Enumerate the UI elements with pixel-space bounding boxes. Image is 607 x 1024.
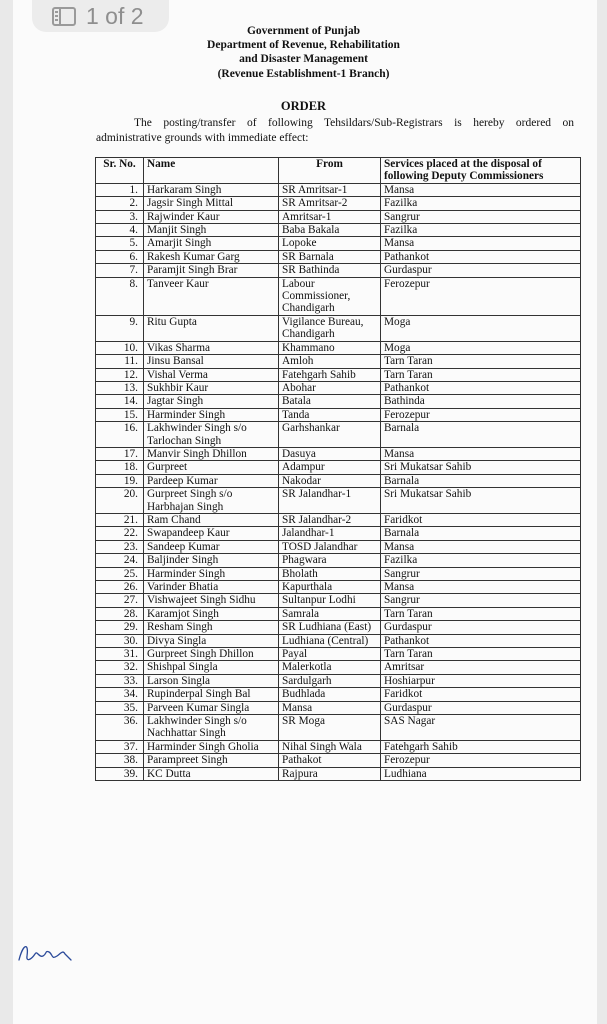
cell-from: Phagwara xyxy=(279,554,381,567)
cell-name: Divya Singla xyxy=(144,634,279,647)
cell-from: Tanda xyxy=(279,408,381,421)
cell-name: Resham Singh xyxy=(144,621,279,634)
table-row xyxy=(96,381,581,394)
cell-sr-no: 5. xyxy=(96,237,144,250)
cell-services: Pathankot xyxy=(381,381,581,394)
cell-from: Fatehgarh Sahib xyxy=(279,368,381,381)
header-line-1: Government of Punjab xyxy=(246,25,361,37)
cell-sr-no: 26. xyxy=(96,581,144,594)
cell-sr-no: 13. xyxy=(96,381,144,394)
cell-sr-no: 24. xyxy=(96,554,144,567)
cell-sr-no: 10. xyxy=(96,341,144,354)
cell-services: Ferozepur xyxy=(381,754,581,767)
cell-sr-no: 35. xyxy=(96,701,144,714)
table-row xyxy=(96,474,581,487)
cell-sr-no: 19. xyxy=(96,474,144,487)
cell-sr-no: 6. xyxy=(96,250,144,263)
table-row xyxy=(96,701,581,714)
cell-services: Tarn Taran xyxy=(381,648,581,661)
cell-name: Gurpreet Singh Dhillon xyxy=(144,648,279,661)
cell-name: Amarjit Singh xyxy=(144,237,279,250)
table-row xyxy=(96,607,581,620)
cell-name: Manvir Singh Dhillon xyxy=(144,447,279,460)
cell-services: Mansa xyxy=(381,447,581,460)
table-row xyxy=(96,461,581,474)
header-line-4: (Revenue Establishment-1 Branch) xyxy=(217,68,390,80)
cell-services: Tarn Taran xyxy=(381,368,581,381)
cell-sr-no: 27. xyxy=(96,594,144,607)
cell-name: Parveen Kumar Singla xyxy=(144,701,279,714)
cell-sr-no: 29. xyxy=(96,621,144,634)
cell-from: Garhshankar xyxy=(279,422,381,448)
header-line-3: and Disaster Management xyxy=(239,53,368,65)
table-row xyxy=(96,648,581,661)
cell-sr-no: 31. xyxy=(96,648,144,661)
cell-name: Lakhwinder Singh s/o Nachhattar Singh xyxy=(144,715,279,741)
cell-services: Barnala xyxy=(381,527,581,540)
cell-services: Mansa xyxy=(381,183,581,196)
cell-sr-no: 4. xyxy=(96,224,144,237)
table-row xyxy=(96,224,581,237)
cell-sr-no: 39. xyxy=(96,767,144,780)
cell-from: Rajpura xyxy=(279,767,381,780)
transfer-table xyxy=(95,157,581,781)
page-thumbnails-icon[interactable] xyxy=(52,7,76,26)
cell-sr-no: 15. xyxy=(96,408,144,421)
cell-sr-no: 7. xyxy=(96,264,144,277)
cell-from: Dasuya xyxy=(279,447,381,460)
table-row xyxy=(96,277,581,315)
cell-name: Harminder Singh Gholia xyxy=(144,740,279,753)
cell-sr-no: 30. xyxy=(96,634,144,647)
cell-services: Sangrur xyxy=(381,210,581,223)
cell-name: Tanveer Kaur xyxy=(144,277,279,315)
table-row xyxy=(96,210,581,223)
cell-services: Faridkot xyxy=(381,513,581,526)
cell-from: Vigilance Bureau, Chandigarh xyxy=(279,315,381,341)
cell-from: Kapurthala xyxy=(279,581,381,594)
cell-name: Jinsu Bansal xyxy=(144,355,279,368)
table-row xyxy=(96,634,581,647)
cell-services: Bathinda xyxy=(381,395,581,408)
table-row xyxy=(96,422,581,448)
cell-services: Moga xyxy=(381,341,581,354)
cell-sr-no: 9. xyxy=(96,315,144,341)
table-row xyxy=(96,408,581,421)
cell-name: Harminder Singh xyxy=(144,408,279,421)
cell-from: Mansa xyxy=(279,701,381,714)
cell-from: Adampur xyxy=(279,461,381,474)
cell-services: Amritsar xyxy=(381,661,581,674)
cell-from: SR Amritsar-2 xyxy=(279,197,381,210)
cell-name: Harkaram Singh xyxy=(144,183,279,196)
cell-sr-no: 28. xyxy=(96,607,144,620)
table-row xyxy=(96,754,581,767)
page-count-label: 1 of 2 xyxy=(86,2,144,29)
cell-from: Sardulgarh xyxy=(279,674,381,687)
cell-services: Barnala xyxy=(381,422,581,448)
cell-services: Fazilka xyxy=(381,554,581,567)
cell-services: Mansa xyxy=(381,237,581,250)
cell-from: SR Ludhiana (East) xyxy=(279,621,381,634)
cell-from: Malerkotla xyxy=(279,661,381,674)
table-row xyxy=(96,197,581,210)
table-row xyxy=(96,767,581,780)
header-sr-no: Sr. No. xyxy=(96,158,144,184)
table-header-row xyxy=(96,158,581,184)
cell-name: Larson Singla xyxy=(144,674,279,687)
cell-services: Ludhiana xyxy=(381,767,581,780)
cell-name: Lakhwinder Singh s/o Tarlochan Singh xyxy=(144,422,279,448)
cell-name: Paramjit Singh Brar xyxy=(144,264,279,277)
cell-sr-no: 36. xyxy=(96,715,144,741)
cell-name: Parampreet Singh xyxy=(144,754,279,767)
cell-from: SR Bathinda xyxy=(279,264,381,277)
table-row xyxy=(96,488,581,514)
cell-services: Pathankot xyxy=(381,250,581,263)
cell-from: SR Moga xyxy=(279,715,381,741)
cell-services: Tarn Taran xyxy=(381,355,581,368)
table-row xyxy=(96,237,581,250)
table-row xyxy=(96,315,581,341)
cell-sr-no: 21. xyxy=(96,513,144,526)
cell-sr-no: 38. xyxy=(96,754,144,767)
cell-name: Manjit Singh xyxy=(144,224,279,237)
table-row xyxy=(96,395,581,408)
cell-sr-no: 37. xyxy=(96,740,144,753)
cell-from: SR Amritsar-1 xyxy=(279,183,381,196)
cell-services: Gurdaspur xyxy=(381,701,581,714)
cell-from: Samrala xyxy=(279,607,381,620)
cell-from: Jalandhar-1 xyxy=(279,527,381,540)
cell-from: Bholath xyxy=(279,567,381,580)
table-body xyxy=(96,183,581,780)
table-row xyxy=(96,264,581,277)
table-row xyxy=(96,540,581,553)
cell-from: Abohar xyxy=(279,381,381,394)
cell-services: Mansa xyxy=(381,581,581,594)
table-row xyxy=(96,674,581,687)
cell-name: Vishal Verma xyxy=(144,368,279,381)
cell-sr-no: 33. xyxy=(96,674,144,687)
cell-sr-no: 18. xyxy=(96,461,144,474)
cell-from: Batala xyxy=(279,395,381,408)
table-row xyxy=(96,688,581,701)
cell-name: Jagtar Singh xyxy=(144,395,279,408)
cell-from: Lopoke xyxy=(279,237,381,250)
cell-name: Karamjot Singh xyxy=(144,607,279,620)
cell-sr-no: 11. xyxy=(96,355,144,368)
cell-sr-no: 32. xyxy=(96,661,144,674)
cell-services: Sangrur xyxy=(381,594,581,607)
cell-from: TOSD Jalandhar xyxy=(279,540,381,553)
table-row xyxy=(96,250,581,263)
cell-from: Khammano xyxy=(279,341,381,354)
cell-services: Fatehgarh Sahib xyxy=(381,740,581,753)
cell-sr-no: 16. xyxy=(96,422,144,448)
cell-name: Vishwajeet Singh Sidhu xyxy=(144,594,279,607)
cell-name: Gurpreet xyxy=(144,461,279,474)
cell-name: Sukhbir Kaur xyxy=(144,381,279,394)
cell-sr-no: 12. xyxy=(96,368,144,381)
cell-name: Ritu Gupta xyxy=(144,315,279,341)
cell-sr-no: 17. xyxy=(96,447,144,460)
cell-from: Pathakot xyxy=(279,754,381,767)
cell-services: Sri Mukatsar Sahib xyxy=(381,488,581,514)
table-row xyxy=(96,513,581,526)
cell-name: Ram Chand xyxy=(144,513,279,526)
cell-name: Jagsir Singh Mittal xyxy=(144,197,279,210)
table-row xyxy=(96,715,581,741)
cell-from: SR Barnala xyxy=(279,250,381,263)
cell-from: Baba Bakala xyxy=(279,224,381,237)
cell-services: Gurdaspur xyxy=(381,621,581,634)
cell-name: Sandeep Kumar xyxy=(144,540,279,553)
cell-name: Pardeep Kumar xyxy=(144,474,279,487)
cell-sr-no: 34. xyxy=(96,688,144,701)
cell-name: Rajwinder Kaur xyxy=(144,210,279,223)
table-row xyxy=(96,527,581,540)
cell-name: Swapandeep Kaur xyxy=(144,527,279,540)
cell-services: Gurdaspur xyxy=(381,264,581,277)
table-row xyxy=(96,368,581,381)
cell-name: Baljinder Singh xyxy=(144,554,279,567)
cell-sr-no: 22. xyxy=(96,527,144,540)
cell-services: Hoshiarpur xyxy=(381,674,581,687)
cell-name: Shishpal Singla xyxy=(144,661,279,674)
cell-from: Nihal Singh Wala xyxy=(279,740,381,753)
table-row xyxy=(96,621,581,634)
cell-services: Sri Mukatsar Sahib xyxy=(381,461,581,474)
cell-name: Harminder Singh xyxy=(144,567,279,580)
cell-services: Ferozepur xyxy=(381,277,581,315)
table-row xyxy=(96,661,581,674)
cell-services: Fazilka xyxy=(381,197,581,210)
table-row xyxy=(96,447,581,460)
table-row xyxy=(96,581,581,594)
order-title: ORDER xyxy=(280,99,327,113)
cell-from: SR Jalandhar-2 xyxy=(279,513,381,526)
cell-sr-no: 25. xyxy=(96,567,144,580)
cell-sr-no: 1. xyxy=(96,183,144,196)
header-line-2: Department of Revenue, Rehabilitation xyxy=(207,39,400,51)
cell-name: Gurpreet Singh s/o Harbhajan Singh xyxy=(144,488,279,514)
header-from: From xyxy=(279,158,381,184)
table-row xyxy=(96,554,581,567)
cell-sr-no: 20. xyxy=(96,488,144,514)
cell-sr-no: 14. xyxy=(96,395,144,408)
cell-services: SAS Nagar xyxy=(381,715,581,741)
cell-from: SR Jalandhar-1 xyxy=(279,488,381,514)
table-row xyxy=(96,183,581,196)
cell-services: Mansa xyxy=(381,540,581,553)
cell-name: Rupinderpal Singh Bal xyxy=(144,688,279,701)
cell-sr-no: 2. xyxy=(96,197,144,210)
cell-services: Tarn Taran xyxy=(381,607,581,620)
cell-from: Amloh xyxy=(279,355,381,368)
table-row xyxy=(96,355,581,368)
cell-name: Varinder Bhatia xyxy=(144,581,279,594)
cell-from: Ludhiana (Central) xyxy=(279,634,381,647)
header-services: Services placed at the disposal of following Deputy Commissioners xyxy=(381,158,581,184)
cell-services: Pathankot xyxy=(381,634,581,647)
header-name: Name xyxy=(144,158,279,184)
table-row xyxy=(96,567,581,580)
cell-sr-no: 3. xyxy=(96,210,144,223)
cell-services: Moga xyxy=(381,315,581,341)
cell-sr-no: 23. xyxy=(96,540,144,553)
cell-name: KC Dutta xyxy=(144,767,279,780)
table-row xyxy=(96,594,581,607)
signature-mark xyxy=(15,930,75,970)
table-row xyxy=(96,740,581,753)
cell-sr-no: 8. xyxy=(96,277,144,315)
cell-from: Labour Commissioner, Chandigarh xyxy=(279,277,381,315)
cell-name: Vikas Sharma xyxy=(144,341,279,354)
intro-paragraph: The posting/transfer of following Tehsildars/Sub-Registrars is hereby ordered on administrative grounds with immediate effect: xyxy=(96,117,574,144)
cell-services: Sangrur xyxy=(381,567,581,580)
cell-name: Rakesh Kumar Garg xyxy=(144,250,279,263)
cell-from: Nakodar xyxy=(279,474,381,487)
table-row xyxy=(96,341,581,354)
cell-from: Payal xyxy=(279,648,381,661)
cell-services: Ferozepur xyxy=(381,408,581,421)
cell-from: Amritsar-1 xyxy=(279,210,381,223)
cell-from: Budhlada xyxy=(279,688,381,701)
cell-from: Sultanpur Lodhi xyxy=(279,594,381,607)
cell-services: Barnala xyxy=(381,474,581,487)
cell-services: Faridkot xyxy=(381,688,581,701)
cell-services: Fazilka xyxy=(381,224,581,237)
